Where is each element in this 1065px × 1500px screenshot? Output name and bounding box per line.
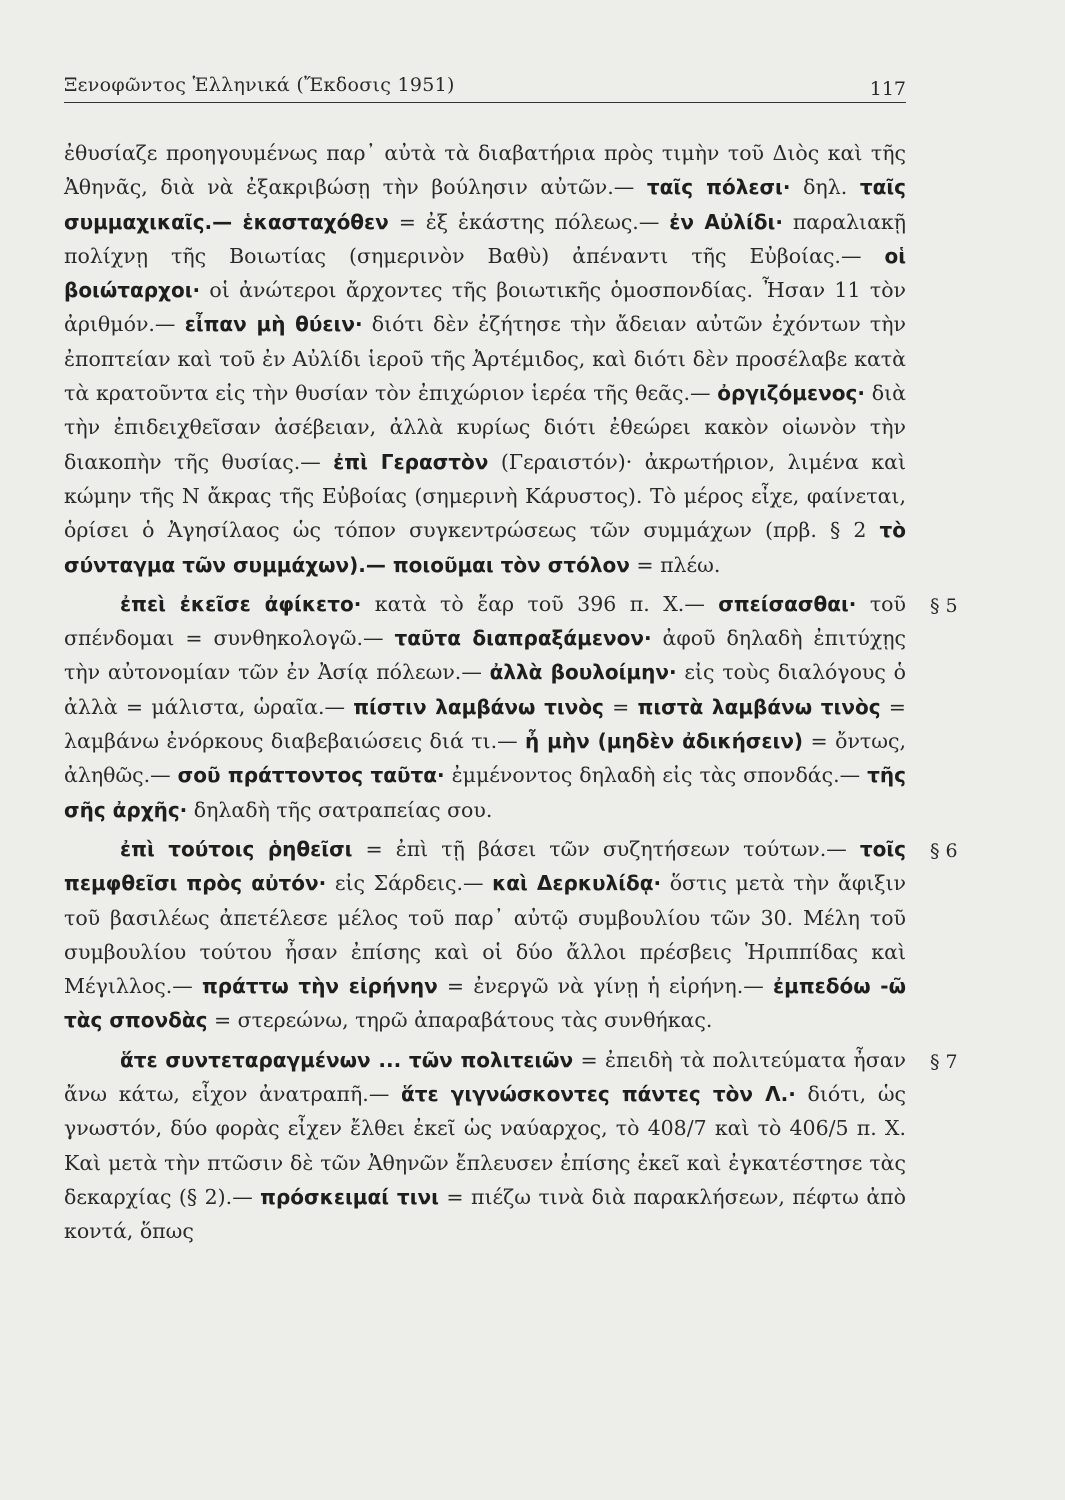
gloss-text: διότι, ὡς γνωστόν, δύο φορὰς εἶχεν ἔλθει ἐκεῖ ὡς ναύαρχος, τὸ 408/7 καὶ τὸ 406/5 π. Χ. Καὶ μετὰ τὴν πτῶσιν δὲ τῶν Ἀθηνῶν ἔπλευσεν ἐπίσης ἐκεῖ καὶ ἐγκατέστησε τὰς δεκαρχίας (§ 2).— [64,1082,907,1209]
gloss-text: = ἐπὶ τῇ βάσει τῶν συζητήσεων τούτων.— [352,836,860,861]
paragraph [64,1043,958,1249]
lemma: ἐπὶ Γεραστὸν [333,449,489,474]
lemma: ἐν Αὐλίδι· [669,209,783,234]
lemma: εἶπαν μὴ θύειν· [184,312,363,337]
gloss-text: παραλιακῇ πολίχνῃ τῆς Βοιωτίας (σημερινὸν Βαθὺ) ἀπέναντι τῆς Εὐβοίας.— [64,209,907,268]
paragraph [64,587,958,827]
gloss-text: = στερεώνω, τηρῶ ἀπαραβάτους τὰς συνθήκας. [207,1008,713,1033]
section-marker: § 7 [930,1050,958,1073]
lemma: ἅτε συντεταραγμένων ... τῶν πολιτειῶν [120,1047,574,1072]
lemma: ἐπεὶ ἐκεῖσε ἀφίκετο· [120,591,362,616]
gloss-text: = λαμβάνω ἐνόρκους διαβεβαιώσεις διά τι.— [64,694,906,754]
gloss-text: = ἐνεργῶ νὰ γίνῃ ἡ εἰρήνη.— [437,974,773,999]
gloss-text: εἰς τοὺς διαλόγους ὁ ἀλλὰ = μάλιστα, ὡραῖα.— [64,660,906,719]
gloss-text: εἰς Σάρδεις.— [326,871,493,896]
header-title: Ξενοφῶντος Ἑλληνικά (Ἔκδοσις 1951) [64,74,455,96]
gloss-text: = [603,694,638,719]
lemma: πράττω τὴν εἰρήνην [201,974,438,999]
gloss-text: ἐθυσίαζε προηγουμένως παρ᾽ αὐτὰ τὰ διαβατήρια πρὸς τιμὴν τοῦ Διὸς καὶ τῆς Ἀθηνᾶς, διὰ νὰ ἐξακριβώσῃ τὴν βούλησιν αὐτῶν.— [64,141,906,200]
lemma: τὸ σύνταγμα τῶν συμμάχων).— ποιοῦμαι τὸν στόλον [64,518,906,577]
lemma: σπείσασθαι· [718,591,857,616]
gloss-text: ἐμμένοντος δηλαδὴ εἰς τὰς σπονδάς.— [444,763,868,788]
paragraph [64,832,958,1038]
gloss-text: διότι δὲν ἐζήτησε τὴν ἄδειαν αὐτῶν ἐχόντων τὴν ἐποπτείαν καὶ τοῦ ἐν Αὐλίδι ἱεροῦ τῆς Ἀρτέμιδος, καὶ διότι δὲν προσέλαβε κατὰ τὰ κρατοῦντα εἰς τὴν θυσίαν τὸν ἐπιχώριον ἱερέα τῆς θεᾶς.— [64,312,907,406]
lemma: ὀργιζόμενος· [717,381,865,406]
gloss-text: = πιέζω τινὰ διὰ παρακλήσεων, πέφτω ἀπὸ κοντά, ὅπως [64,1184,906,1244]
lemma: πιστὰ λαμβάνω τινὸς [637,694,881,719]
lemma: πίστιν λαμβάνω τινὸς [353,694,604,719]
lemma: ἐμπεδόω -ῶ τὰς σπονδὰς [64,974,906,1033]
lemma: τῆς σῆς ἀρχῆς· [64,763,906,822]
gloss-text: = ὄντως, ἀληθῶς.— [64,729,906,788]
lemma: ταῖς συμμαχικαῖς.— ἑκασταχόθεν [64,175,907,234]
gloss-text: οἱ ἀνώτεροι ἄρχοντες τῆς βοιωτικῆς ὁμοσπονδίας. Ἦσαν 11 τὸν ἀριθμόν.— [64,278,906,337]
gloss-text: = ἐπειδὴ τὰ πολιτεύματα ἦσαν ἄνω κάτω, εἶχον ἀνατραπῆ.— [64,1047,906,1107]
lemma: ἐπὶ τούτοις ῥηθεῖσι [120,836,353,861]
lemma: ἦ μὴν (μηδὲν ἀδικήσειν) [525,729,804,754]
section-marker: § 6 [930,839,958,862]
lemma: πρόσκειμαί τινι [260,1184,439,1209]
gloss-text: = ἐξ ἑκάστης πόλεως.— [388,209,670,234]
lemma: καὶ Δερκυλίδᾳ· [492,871,662,896]
gloss-text: δηλ. [790,175,860,200]
page-number: 117 [869,78,906,100]
gloss-text: δηλαδὴ τῆς σατραπείας σου. [187,797,493,822]
gloss-text: = πλέω. [629,552,721,577]
gloss-text: τοῦ σπένδομαι = συνθηκολογῶ.— [64,591,906,651]
lemma: σοῦ πράττοντος ταῦτα· [177,763,445,788]
paragraph [64,136,906,582]
lemma: ἀλλὰ βουλοίμην· [489,660,677,685]
gloss-text: ἀφοῦ δηλαδὴ ἐπιτύχῃς τὴν αὐτονομίαν τῶν ἐν Ἀσίᾳ πόλεων.— [64,626,907,685]
commentary-text [64,136,958,1254]
gloss-text: διὰ τὴν ἐπιδειχθεῖσαν ἀσέβειαν, ἀλλὰ κυρίως διότι ἐθεώρει κακὸν οἰωνὸν τὴν διακοπὴν τῆς θυσίας.— [64,381,906,474]
gloss-text: (Γεραιστόν)· ἀκρωτήριον, λιμένα καὶ κώμην τῆς Ν ἄκρας τῆς Εὐβοίας (σημερινὴ Κάρυστος). Τὸ μέρος εἶχε, φαίνεται, ὁρίσει ὁ Ἀγησίλαος ὡς τόπον συγκεντρώσεως τῶν συμμάχων (πρβ. § 2 [64,449,906,543]
lemma: ταῦτα διαπραξάμενον· [394,626,652,651]
gloss-text: κατὰ τὸ ἔαρ τοῦ 396 π. Χ.— [361,591,719,616]
lemma: τοῖς πεμφθεῖσι πρὸς αὐτόν· [64,836,906,896]
gloss-text: ὅστις μετὰ τὴν ἄφιξιν τοῦ βασιλέως ἀπετέλεσε μέλος τοῦ παρ᾽ αὐτῷ συμβουλίου τῶν 30. Μέλη τοῦ συμβουλίου τούτου ἦσαν ἐπίσης καὶ οἱ δύο ἄλλοι πρέσβεις Ἡριππίδας καὶ Μέγιλλος.— [64,871,906,999]
lemma: ἅτε γιγνώσκοντες πάντες τὸν Λ.· [401,1082,796,1107]
lemma: ταῖς πόλεσι· [646,175,791,200]
section-marker: § 5 [930,594,958,617]
lemma: οἱ βοιώταρχοι· [64,243,906,303]
running-header [64,68,906,103]
